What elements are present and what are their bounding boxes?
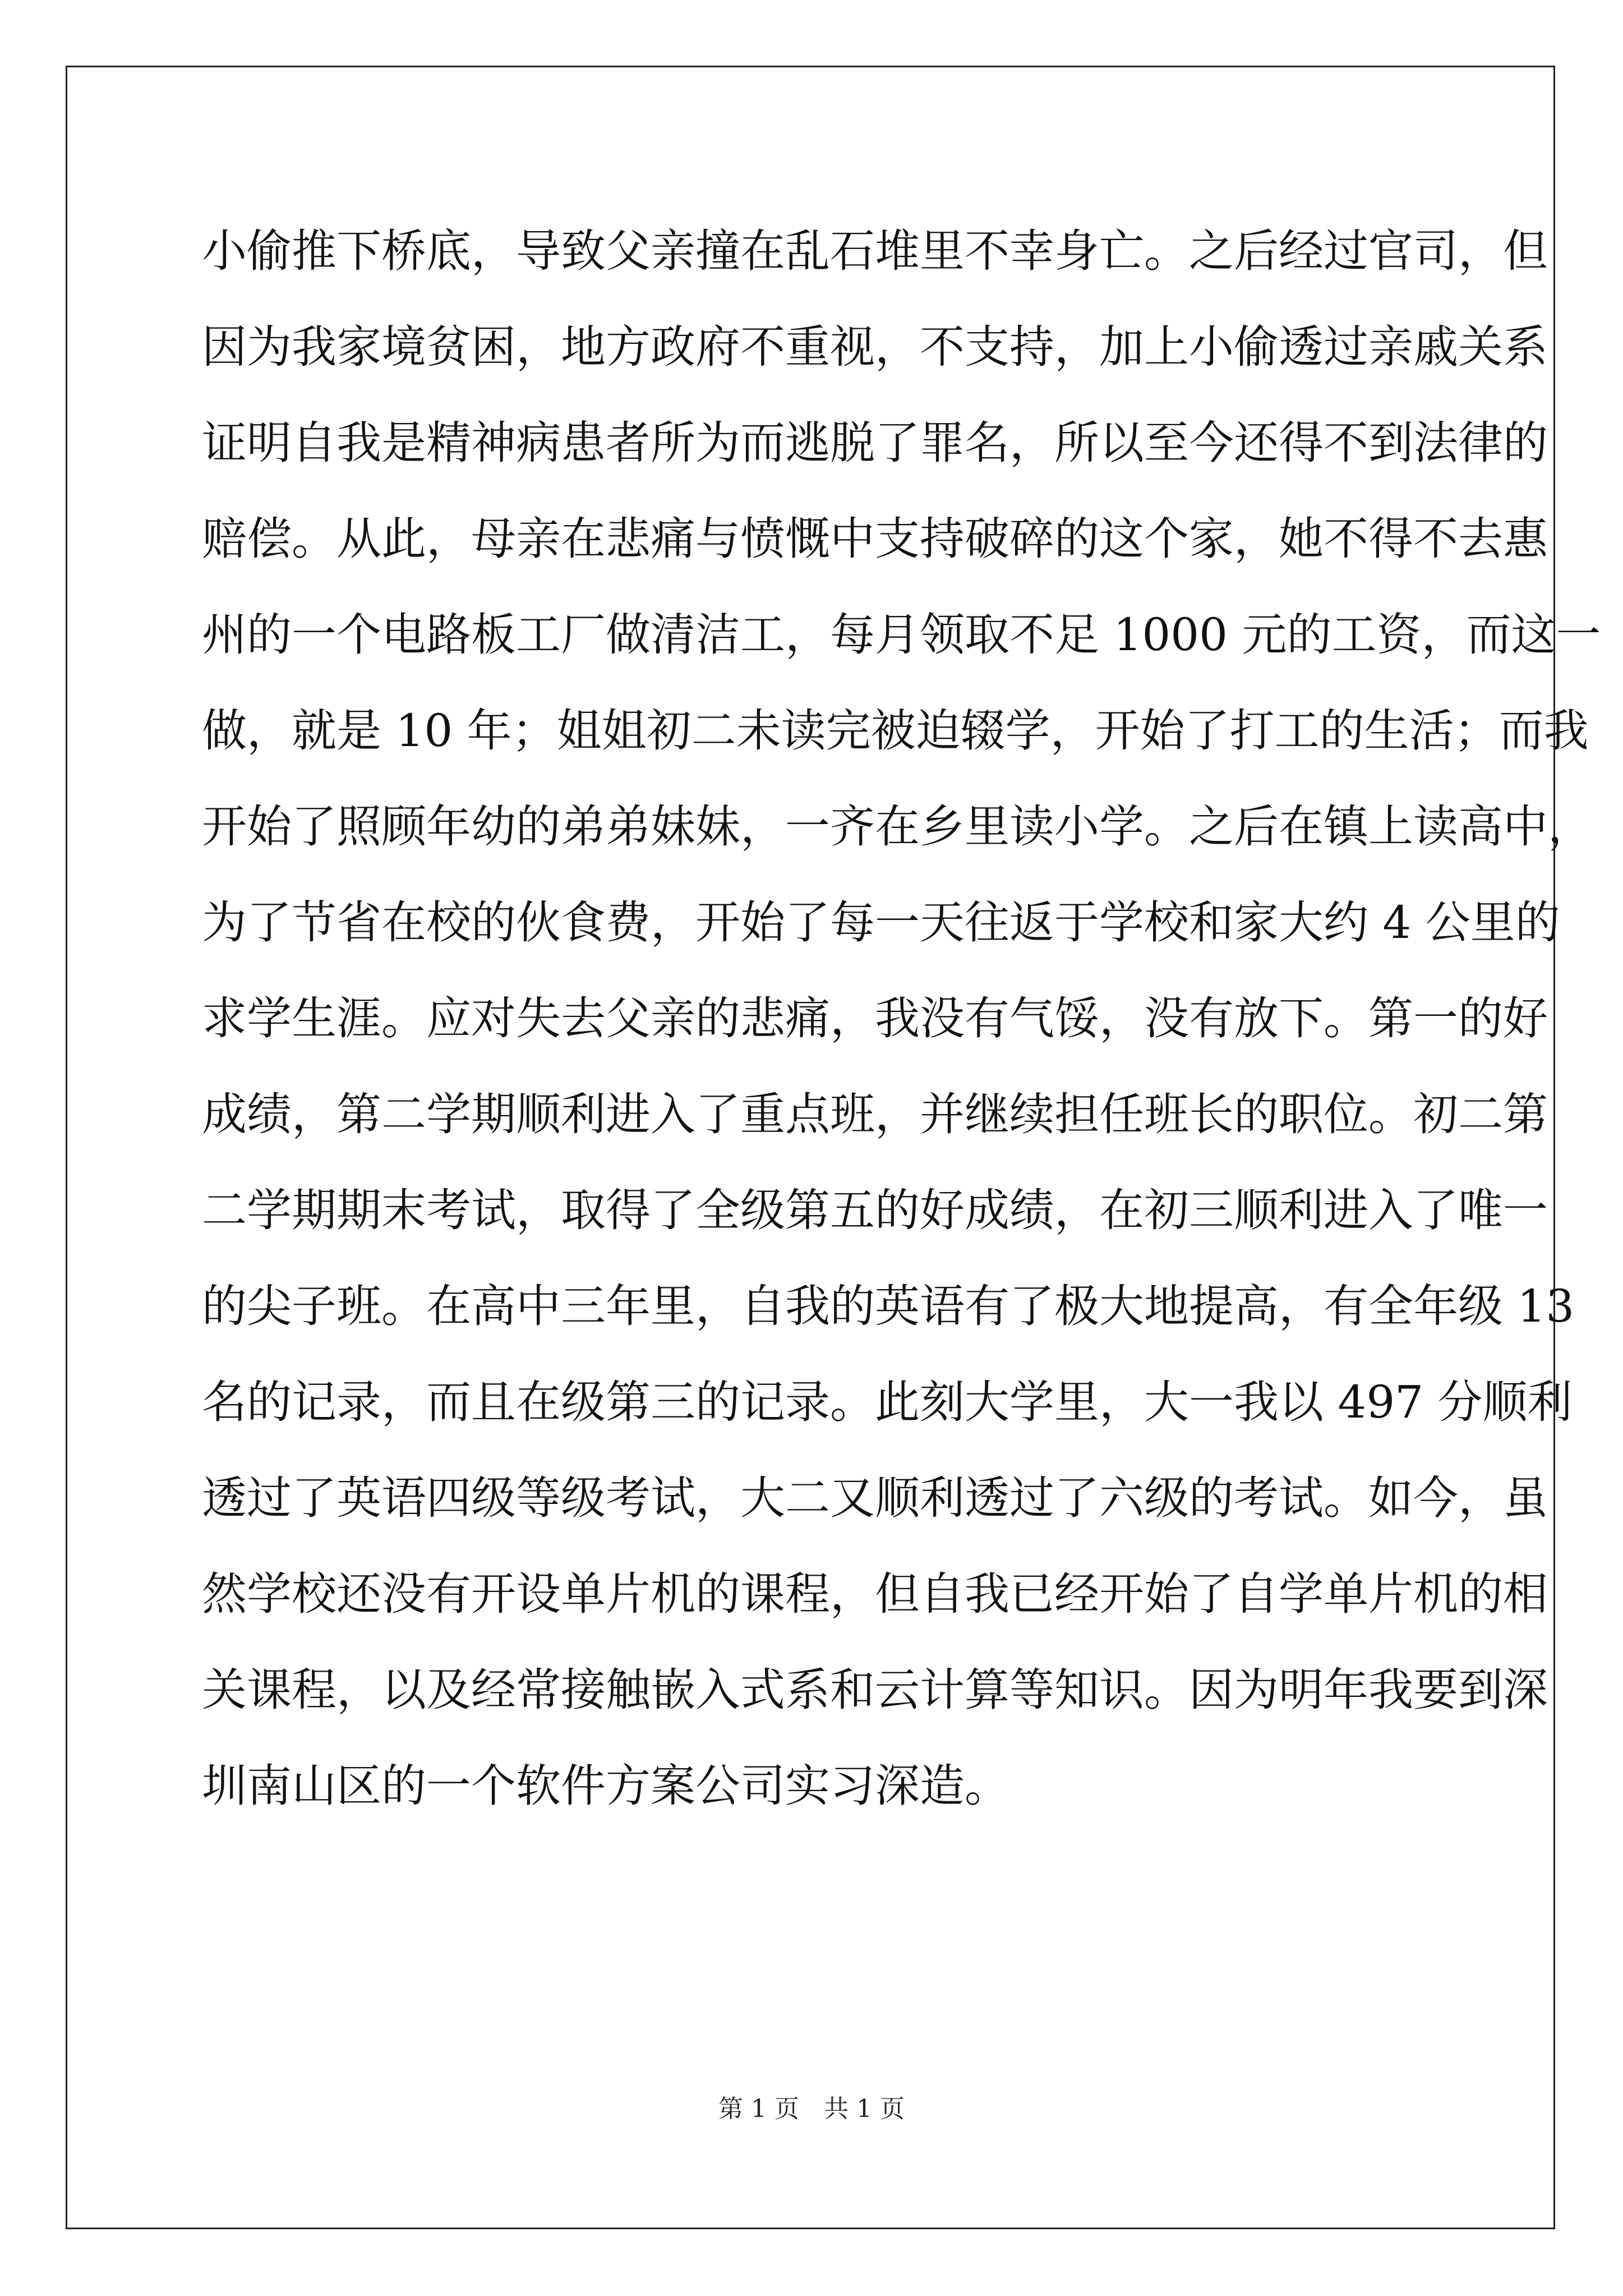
text-line: 成绩，第二学期顺利进入了重点班，并继续担任班长的职位。初二第 <box>202 1088 1548 1140</box>
text-line: 为了节省在校的伙食费，开始了每一天往返于学校和家大约 4 公里的 <box>202 896 1560 949</box>
text-line: 做，就是 10 年；姐姐初二未读完被迫辍学，开始了打工的生活；而我 <box>202 705 1589 757</box>
text-line: 然学校还没有开设单片机的课程，但自我已经开始了自学单片机的相 <box>202 1568 1548 1620</box>
text-line: 开始了照顾年幼的弟弟妹妹，一齐在乡里读小学。之后在镇上读高中， <box>202 800 1593 853</box>
text-line: 证明自我是精神病患者所为而逃脱了罪名，所以至今还得不到法律的 <box>202 417 1548 469</box>
text-line: 因为我家境贫困，地方政府不重视，不支持，加上小偷透过亲戚关系 <box>202 321 1548 373</box>
text-line: 圳南山区的一个软件方案公司实习深造。 <box>202 1760 1009 1812</box>
page-number-footer: 第 1 页 共 1 页 <box>718 2095 905 2123</box>
text-line: 的尖子班。在高中三年里，自我的英语有了极大地提高，有全年级 13 <box>202 1280 1575 1332</box>
text-line: 小偷推下桥底，导致父亲撞在乱石堆里不幸身亡。之后经过官司，但 <box>202 225 1548 277</box>
text-line: 赔偿。从此，母亲在悲痛与愤慨中支持破碎的这个家，她不得不去惠 <box>202 513 1548 565</box>
text-line: 透过了英语四级等级考试，大二又顺利透过了六级的考试。如今，虽 <box>202 1472 1548 1524</box>
text-line: 州的一个电路板工厂做清洁工，每月领取不足 1000 元的工资，而这一 <box>202 609 1601 661</box>
document-body <box>202 218 1601 1848</box>
text-line: 求学生涯。应对失去父亲的悲痛，我没有气馁，没有放下。第一的好 <box>202 992 1548 1045</box>
text-line: 名的记录，而且在级第三的记录。此刻大学里，大一我以 497 分顺利 <box>202 1376 1573 1428</box>
text-line: 关课程，以及经常接触嵌入式系和云计算等知识。因为明年我要到深 <box>202 1664 1548 1716</box>
text-line: 二学期期末考试，取得了全级第五的好成绩，在初三顺利进入了唯一 <box>202 1184 1548 1236</box>
